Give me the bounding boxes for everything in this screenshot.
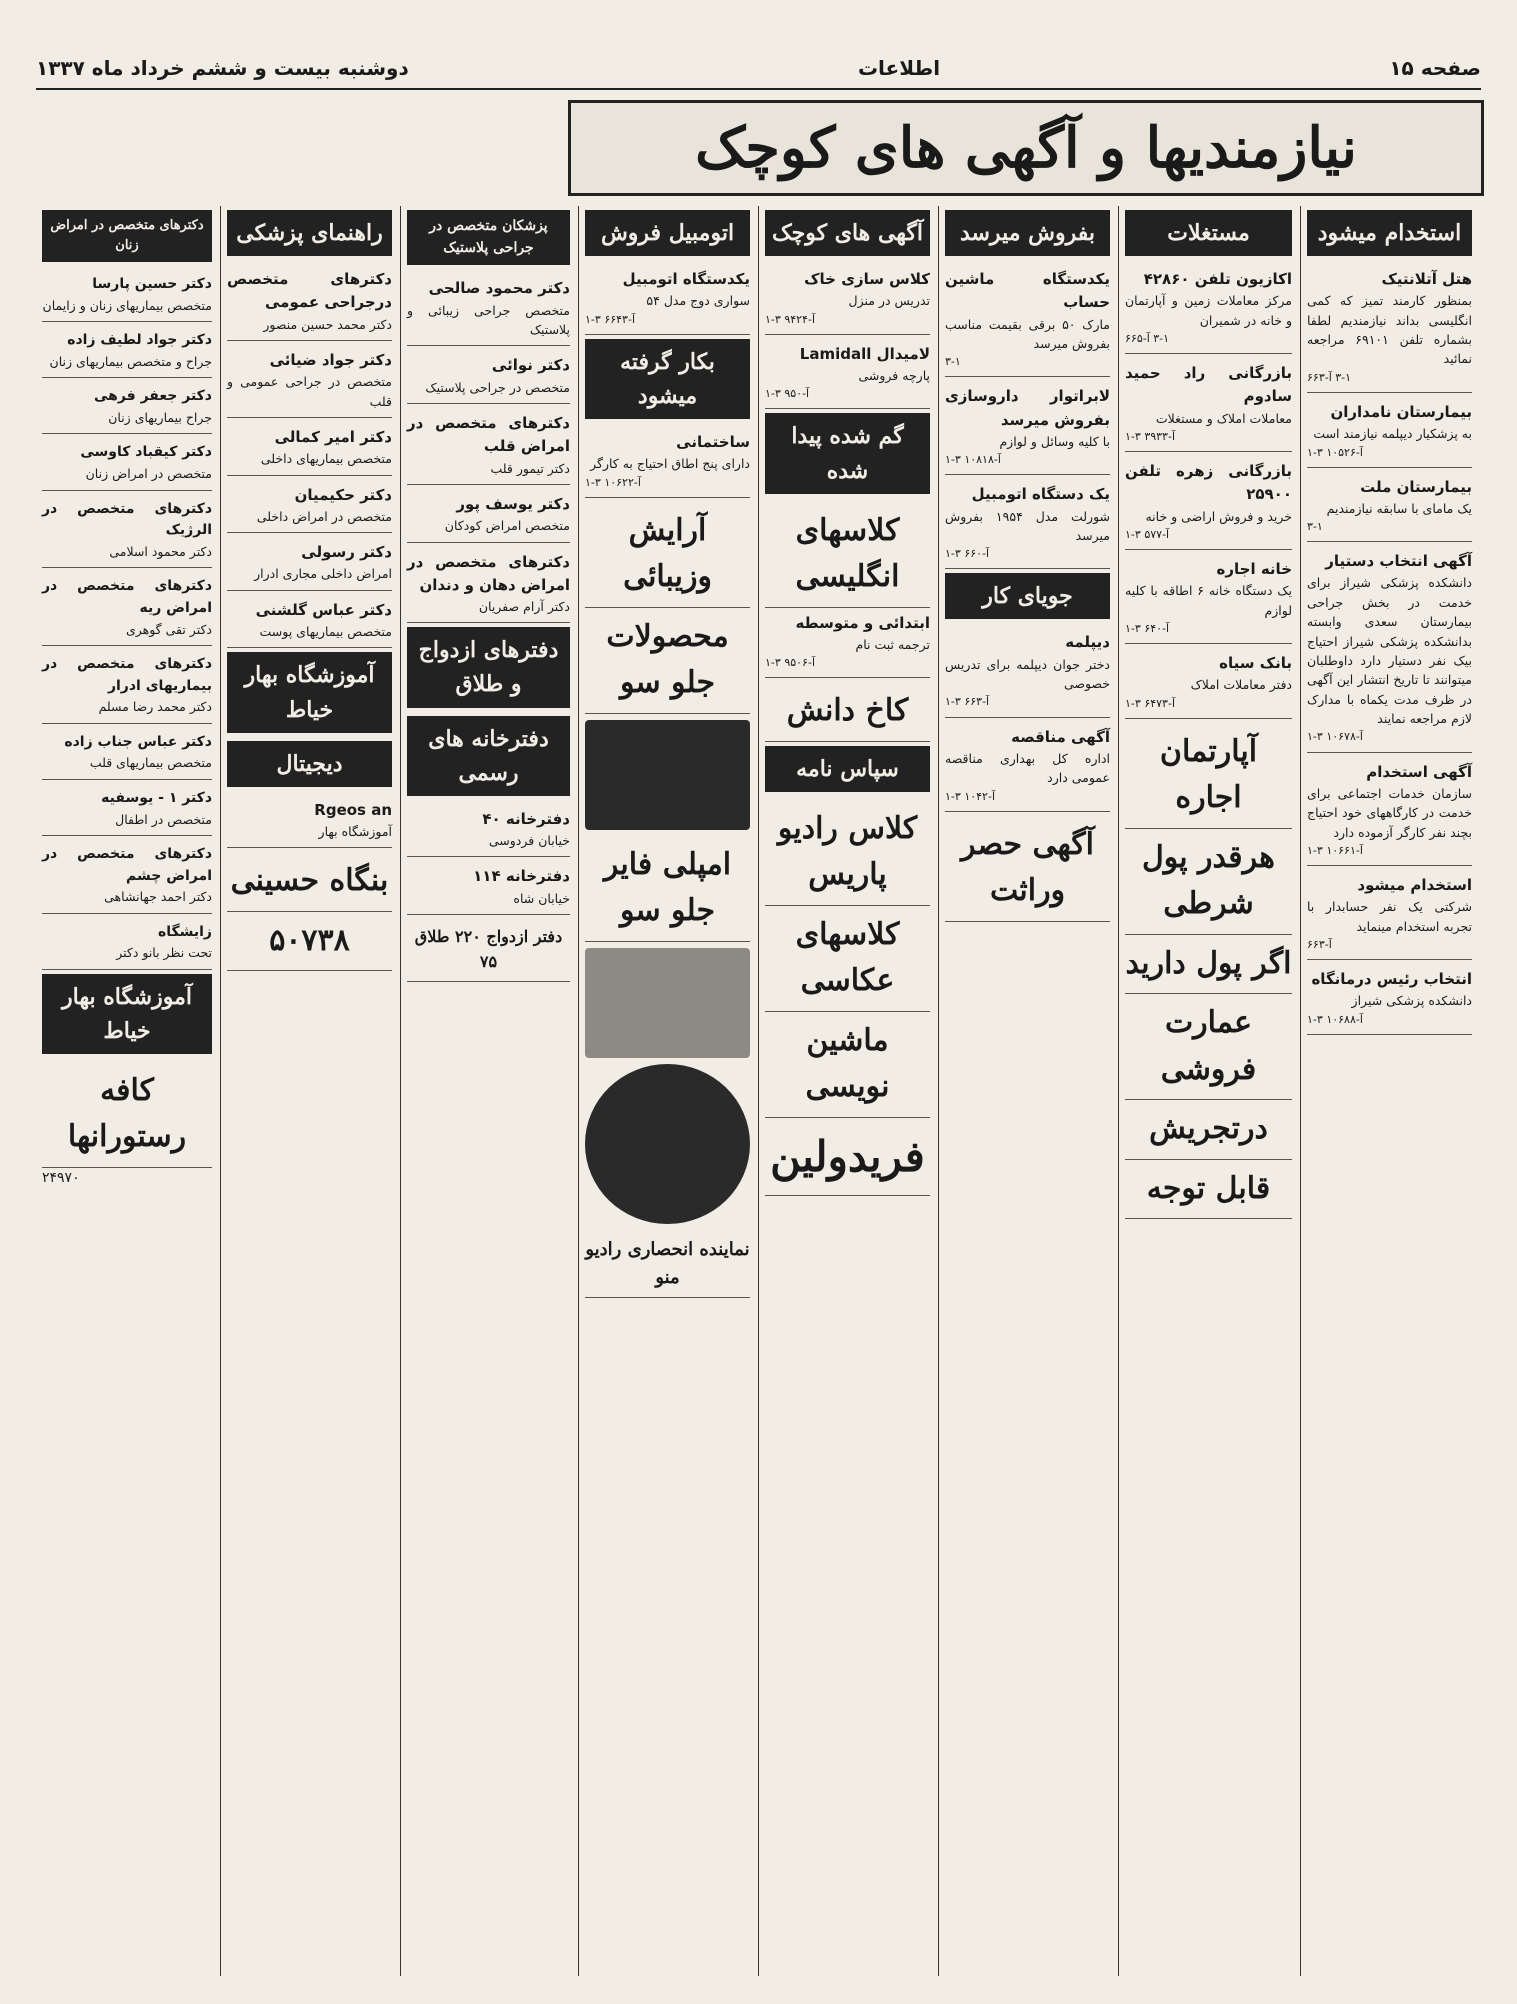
ad-item: زایشگاه تحت نظر بانو دکتر: [42, 918, 212, 970]
ad-item: ساختمانی دارای پنج اطاق احتیاج به کارگر آ-۱۰۶۲۲ ۳-۱: [585, 427, 750, 498]
ad-item: انتخاب رئیس درمانگاه دانشکده پزشکی شیراز آ-۱۰۶۸۸ ۳-۱: [1307, 964, 1472, 1035]
ad-headline: درتجریش: [1125, 1100, 1292, 1160]
ad-headline: آگهی حصر وراثت: [945, 816, 1110, 922]
ad-headline: بنگاه حسینی: [227, 852, 392, 912]
classifieds-masthead: [568, 100, 1484, 196]
section-head-for-sale: بفروش میرسد: [945, 210, 1110, 256]
ad-item: آگهی انتخاب دستیار دانشکده پزشکی شیراز برای خدمت در بخش جراحی بیمارستان سعدی وابسته بدانشکده پزشکی شیراز احتیاج بیک نفر دستیار دارد داوطلبان میتوانند تا تاریخ انتشار این آگهی در ظرف مدت یکماه با مدارک لازم مراجعه نمایند آ-۱۰۶۷۸ ۳-۱: [1307, 546, 1472, 752]
ad-headline: محصولات جلو سو: [585, 608, 750, 714]
section-head-notary-offices: دفترخانه های رسمی: [407, 716, 570, 796]
section-head-employment: استخدام میشود: [1307, 210, 1472, 256]
ad-item: لابراتوار داروسازی بفروش میرسد با کلیه وسائل و لوازم آ-۱۰۸۱۸ ۳-۱: [945, 381, 1110, 475]
ad-item: لامیدال Lamidall پارچه فروشی آ-۹۵۰ ۳-۱: [765, 339, 930, 410]
section-head-tailoring-school: آموزشگاه بهار خیاط: [42, 974, 212, 1054]
page-number: صفحه ۱۵: [1389, 56, 1481, 80]
ad-item: خانه اجاره یک دستگاه خانه ۶ اطاقه با کلیه لوازم آ-۶۴۰ ۳-۱: [1125, 554, 1292, 644]
ad-headline: کلاس رادیو پاریس: [765, 800, 930, 906]
section-head-lost-found: گم شده پیدا شده: [765, 413, 930, 493]
section-head-medical-guide: راهنمای پزشکی: [227, 210, 392, 256]
ad-headline: کلاسهای انگلیسی: [765, 502, 930, 608]
ad-item: دفترخانه ۱۱۴ خیابان شاه: [407, 861, 570, 915]
section-head-cars: اتومبیل فروش: [585, 210, 750, 256]
ad-item: بیمارستان ملت یک مامای با سابقه نیازمندیم ۳-۱: [1307, 472, 1472, 543]
section-head-marriage-offices: دفترهای ازدواج و طلاق: [407, 627, 570, 707]
ad-item: دکتر عباس جناب زاده متخصص بیماریهای قلب: [42, 728, 212, 780]
ad-item: دکترهای متخصص در امراض دهان و دندان دکتر آرام صفریان: [407, 547, 570, 624]
ad-item: دفترخانه ۴۰ خیابان فردوسی: [407, 804, 570, 858]
ad-item: دکترهای متخصص در بیماریهای ادرار دکتر محمد رضا مسلم: [42, 650, 212, 724]
section-head-job-seekers: جویای کار: [945, 573, 1110, 619]
column-employment: [1300, 206, 1478, 1976]
ad-item: دکترهای متخصص درجراحی عمومی دکتر محمد حسین منصور: [227, 264, 392, 341]
column-auto: [578, 206, 756, 1976]
ad-item: دکتر کیقباد کاوسی متخصص در امراض زنان: [42, 438, 212, 490]
ad-headline: امپلی فایر جلو سو: [585, 836, 750, 942]
issue-date: دوشنبه بیست و ششم خرداد ماه ۱۳۳۷: [36, 56, 409, 80]
ad-item: یکدستگاه اتومبیل سواری دوج مدل ۵۴ آ-۶۶۴۳ ۳-۱: [585, 264, 750, 335]
ad-item: استخدام میشود شرکتی یک نفر حسابدار با تجربه استخدام مینماید آ-۶۶۳: [1307, 870, 1472, 960]
ad-item: آگهی استخدام سازمان خدمات اجتماعی برای خدمت در کارگاههای خود احتیاج بچند نفر کارگر آزموده دارد آ-۱۰۶۶۱ ۳-۱: [1307, 757, 1472, 866]
ad-item: دکتر نوائی متخصص در جراحی پلاستیک: [407, 350, 570, 404]
ad-item: دکترهای متخصص در امراض قلب دکتر تیمور قلب: [407, 408, 570, 485]
ad-item: دکتر محمود صالحی متخصص جراحی زیبائی و پلاستیک: [407, 273, 570, 346]
ad-item: یک دستگاه اتومبیل شورلت مدل ۱۹۵۴ بفروش میرسد آ-۶۶۰ ۳-۱: [945, 479, 1110, 569]
ad-item: دکتر حکیمیان متخصص در امراض داخلی: [227, 480, 392, 534]
ad-item: دکتر امیر کمالی متخصص بیماریهای داخلی: [227, 422, 392, 476]
ad-item: کلاس سازی خاک تدریس در منزل آ-۹۴۲۴ ۳-۱: [765, 264, 930, 335]
section-head-digital: دیجیتال: [227, 741, 392, 787]
ad-item: Rgeos an آموزشگاه بهار: [227, 795, 392, 849]
ad-item: دکتر جواد ضیائی متخصص در جراحی عمومی و قلب: [227, 345, 392, 418]
column-doctors-1: [400, 206, 576, 1976]
column-for-sale: [938, 206, 1116, 1976]
phone-number: ۵۰۷۳۸: [227, 912, 392, 972]
ad-item: بازرگانی زهره تلفن ۲۵۹۰۰ خرید و فروش اراضی و خانه آ-۵۷۷ ۳-۱: [1125, 456, 1292, 550]
ad-item: یکدستگاه ماشین حساب مارک ۵۰ برقی بقیمت مناسب بفروش میرسد ۳-۱: [945, 264, 1110, 377]
ad-item: اکازیون تلفن ۴۲۸۶۰ مرکز معاملات زمین و آپارتمان و خانه در شمیران ۳-۱ آ-۶۶۵: [1125, 264, 1292, 354]
amplifier-image: [585, 948, 750, 1058]
ad-item: دکترهای متخصص در امراض چشم دکتر احمد جهانشاهی: [42, 840, 212, 914]
ad-headline: کاخ دانش: [765, 682, 930, 742]
ad-item: بیمارستان نامداران به پزشکیار دیپلمه نیازمند است آ-۱۰۵۲۶ ۳-۱: [1307, 397, 1472, 468]
ad-item: دکترهای متخصص در امراض ریه دکتر تقی گوهری: [42, 572, 212, 646]
ad-headline: نماینده انحصاری رادیو منو: [585, 1230, 750, 1299]
ad-item: هتل آتلانتیک بمنظور کارمند تمیز که کمی انگلیسی بداند نیازمندیم لطفا بشماره تلفن ۶۹۱۰۱ مراجعه نمائید ۳-۱ آ-۶۶۳: [1307, 264, 1472, 393]
ad-headline: کلاسهای عکاسی: [765, 906, 930, 1012]
ad-item: دکتر جواد لطیف زاده جراح و متخصص بیماریهای زنان: [42, 326, 212, 378]
ad-item: دیپلمه دختر جوان دیپلمه برای تدریس خصوصی آ-۶۶۳ ۳-۱: [945, 627, 1110, 717]
radio-image: [585, 720, 750, 830]
section-head-plastic-surgery: پزشکان متخصص در جراحی پلاستیک: [407, 210, 570, 265]
ad-item: دکتر حسین پارسا متخصص بیماریهای زنان و زایمان: [42, 270, 212, 322]
section-head-small-ads: آگهی های کوچک: [765, 210, 930, 256]
ad-item: دکتر رسولی امراض داخلی مجاری ادرار: [227, 537, 392, 591]
ad-headline: اگر پول دارید: [1125, 935, 1292, 995]
ad-headline: هرقدر پول شرطی: [1125, 829, 1292, 935]
ad-item: بازرگانی راد حمید سادوم معاملات املاک و مستغلات آ-۳۹۳۳ ۳-۱: [1125, 358, 1292, 452]
column-real-estate: [1118, 206, 1298, 1976]
ad-item: دکتر ۱ - یوسفیه متخصص در اطفال: [42, 784, 212, 836]
masthead-title: نیازمندیها و آگهی های کوچک: [695, 115, 1357, 181]
ad-headline: کافه رستورانها: [42, 1062, 212, 1168]
ad-item: بانک سیاه دفتر معاملات املاک آ-۶۴۷۳ ۳-۱: [1125, 648, 1292, 719]
ad-item: دکتر یوسف پور متخصص امراض کودکان: [407, 489, 570, 543]
ad-item: دکتر عباس گلشنی متخصص بیماریهای پوست: [227, 595, 392, 649]
page-header: [36, 48, 1481, 90]
ad-headline: دفتر ازدواج ۲۲۰ طلاق ۷۵: [407, 919, 570, 982]
thank-you-box: سپاس نامه: [765, 746, 930, 792]
section-head-real-estate: مستغلات: [1125, 210, 1292, 256]
column-doctors-3: [36, 206, 218, 1976]
ad-headline: فریدولین: [765, 1118, 930, 1196]
speaker-image: [585, 1064, 750, 1224]
ad-item: آگهی مناقصه اداره کل بهداری مناقصه عمومی دارد آ-۱۰۴۲ ۳-۱: [945, 722, 1110, 812]
column-doctors-2: [220, 206, 398, 1976]
ad-headline: ماشین نویسی: [765, 1012, 930, 1118]
ad-headline: قابل توجه: [1125, 1160, 1292, 1220]
section-head-gynecology: دکترهای متخصص در امراض زنان: [42, 210, 212, 262]
column-small-ads: [758, 206, 936, 1976]
ad-item: دکتر جعفر فرهی جراح بیماریهای زنان: [42, 382, 212, 434]
ad-headline: آپارتمان اجاره: [1125, 723, 1292, 829]
ad-item: ابتدائی و متوسطه ترجمه ثبت نام آ-۹۵۰۶ ۳-۱: [765, 608, 930, 679]
ad-headline: آرایش وزیبائی: [585, 502, 750, 608]
section-head-hiring: بکار گرفته میشود: [585, 339, 750, 419]
section-head-tailoring: آموزشگاه بهار خیاط: [227, 652, 392, 732]
ad-headline: عمارت فروشی: [1125, 994, 1292, 1100]
paper-name: اطلاعات: [857, 56, 941, 80]
ad-item: دکترهای متخصص در الرژیک دکتر محمود اسلامی: [42, 495, 212, 569]
phone-number: ۲۴۹۷۰: [42, 1169, 80, 1186]
